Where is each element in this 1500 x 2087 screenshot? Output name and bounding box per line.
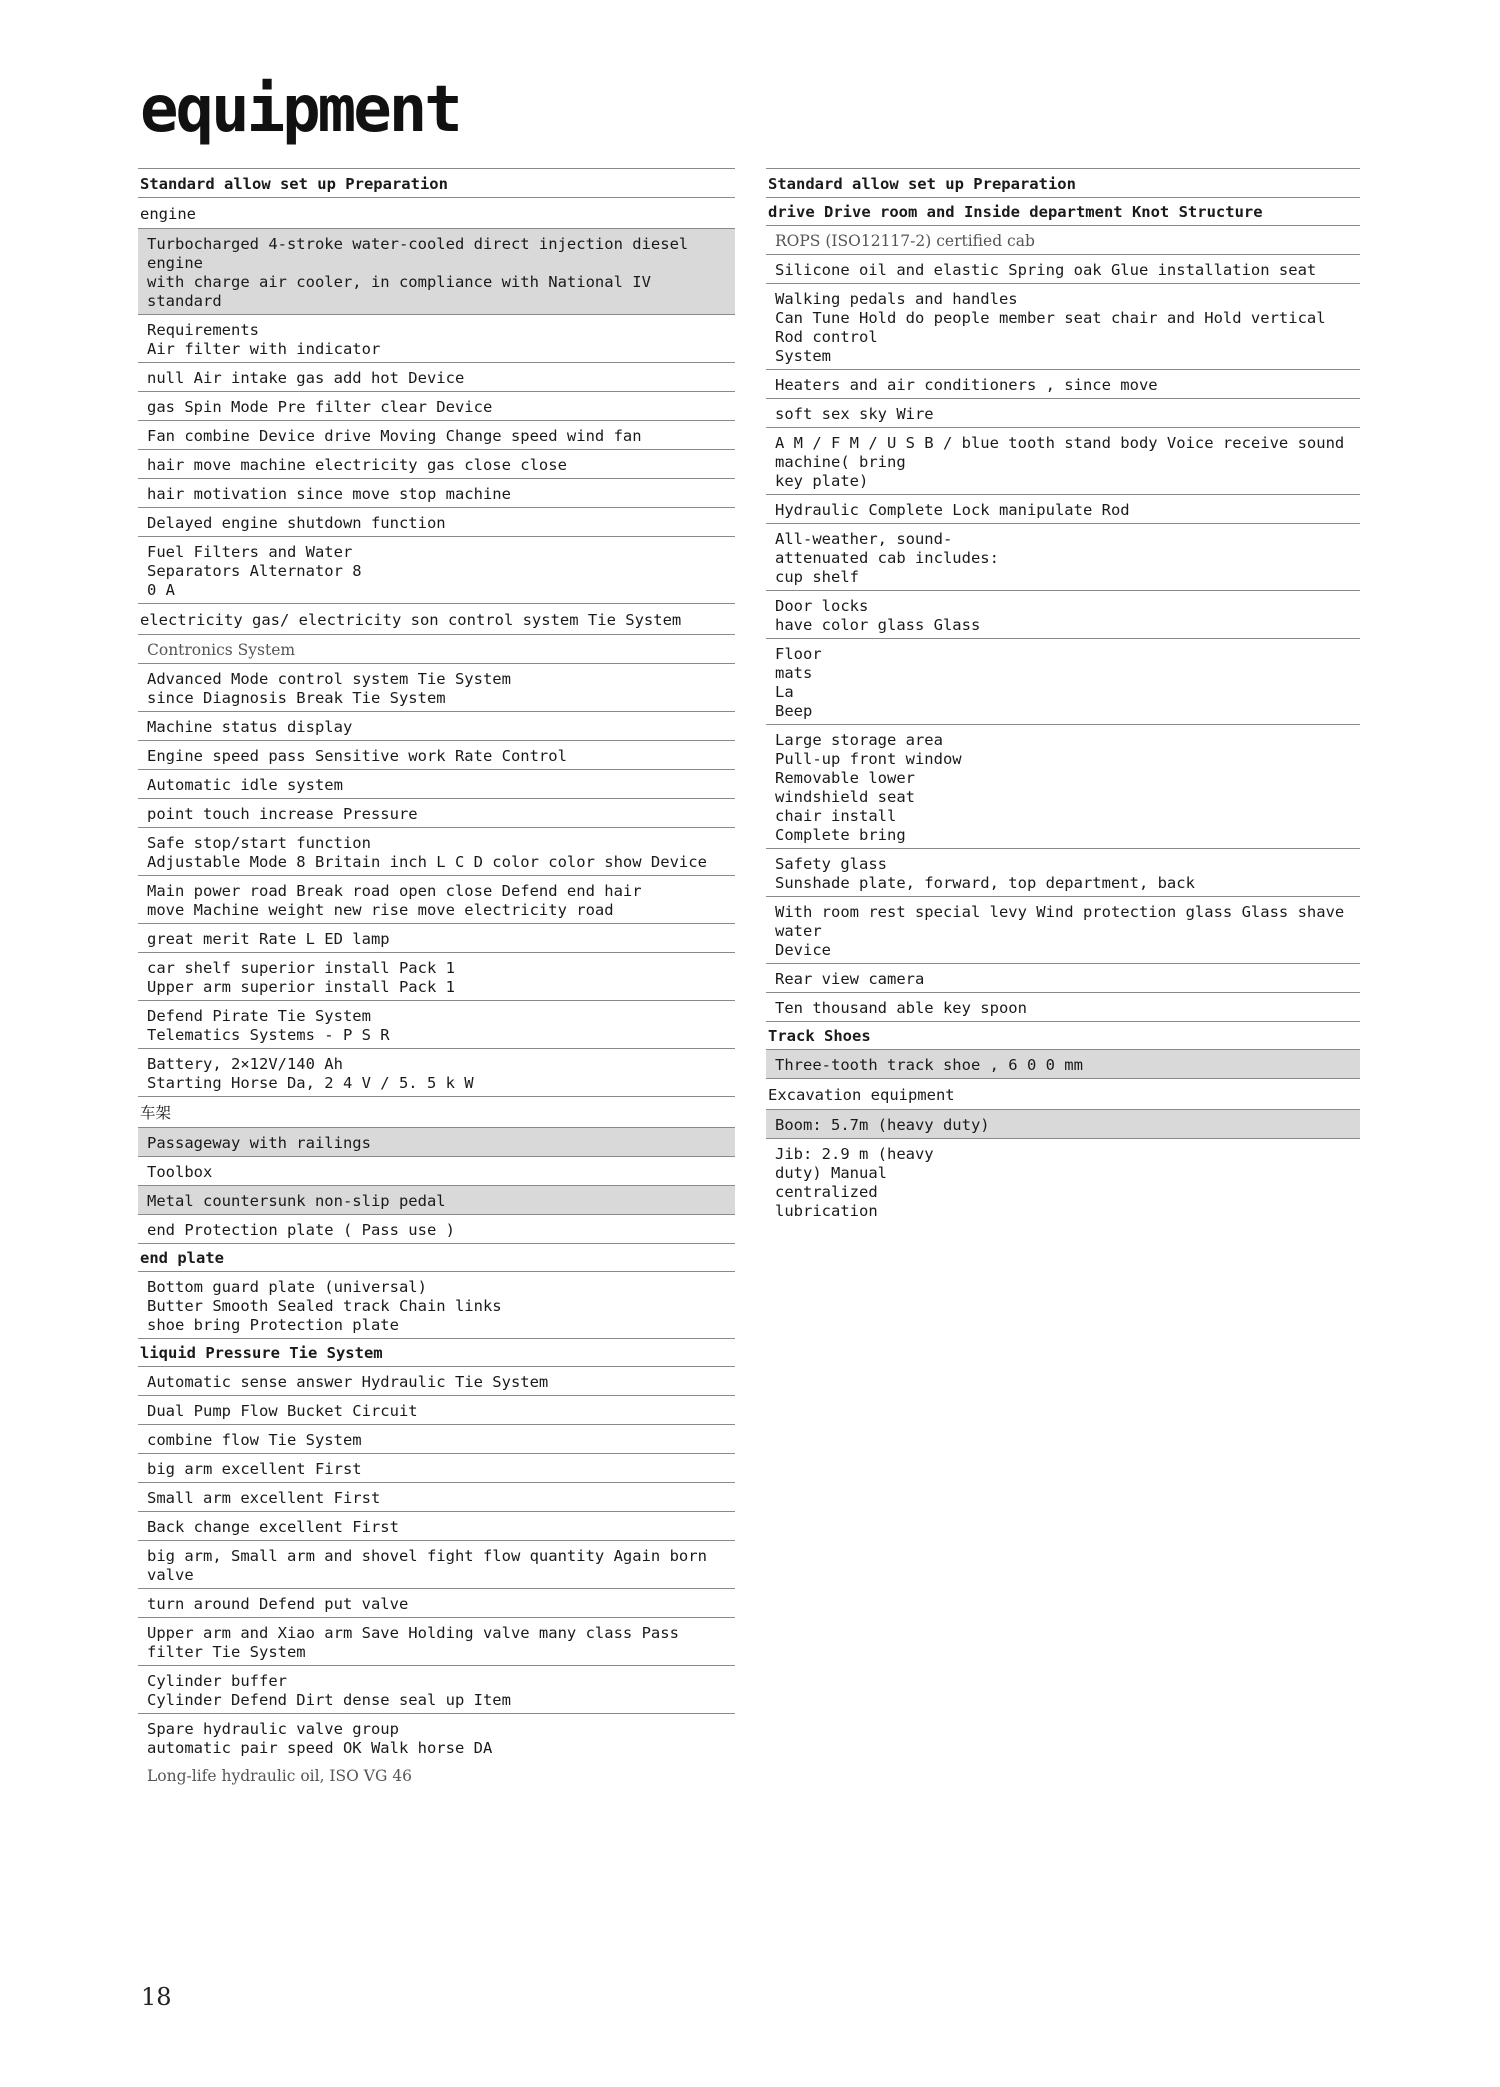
equipment-item-line: with charge air cooler, in compliance with National IV standard (147, 273, 651, 310)
equipment-item-line: null Air intake gas add hot Device (147, 369, 465, 387)
equipment-item (766, 964, 1360, 993)
equipment-item-line: With room rest special levy Wind protection glass Glass shave water (775, 903, 1345, 940)
equipment-item (138, 876, 735, 924)
equipment-item-line: car shelf superior install Pack 1 (147, 959, 455, 977)
section-heading: liquid Pressure Tie System (138, 1339, 735, 1367)
equipment-item-line: key plate) (775, 472, 869, 490)
equipment-item (138, 1454, 735, 1483)
equipment-item-line: Boom: 5.7m (heavy duty) (775, 1116, 990, 1134)
equipment-item-line: Removable lower (775, 769, 915, 787)
equipment-item (138, 1589, 735, 1618)
equipment-item (766, 725, 1360, 849)
equipment-item (138, 635, 735, 664)
equipment-item (138, 1396, 735, 1425)
equipment-item-line: chair install (775, 807, 897, 825)
equipment-item (766, 849, 1360, 897)
equipment-item-line: Separators Alternator 8 (147, 562, 362, 580)
equipment-item-line: Requirements (147, 321, 259, 339)
equipment-item-line: Metal countersunk non-slip pedal (147, 1192, 446, 1210)
equipment-item (766, 591, 1360, 639)
equipment-item (138, 1761, 735, 1789)
equipment-item-line: shoe bring Protection plate (147, 1316, 399, 1334)
equipment-item (138, 537, 735, 604)
equipment-item-line: Heaters and air conditioners , since move (775, 376, 1158, 394)
equipment-item (138, 953, 735, 1001)
equipment-item (138, 479, 735, 508)
equipment-item-line: Complete bring (775, 826, 906, 844)
equipment-item-line: Dual Pump Flow Bucket Circuit (147, 1402, 418, 1420)
equipment-item-line: Device (775, 941, 831, 959)
equipment-item-line: Passageway with railings (147, 1134, 371, 1152)
equipment-item-line: Bottom guard plate (universal) (147, 1278, 427, 1296)
equipment-item-line: centralized (775, 1183, 878, 1201)
equipment-item-line: Cylinder Defend Dirt dense seal up Item (147, 1691, 511, 1709)
equipment-item (138, 1541, 735, 1589)
equipment-item (138, 1001, 735, 1049)
equipment-item (138, 315, 735, 363)
equipment-item-line: Small arm excellent First (147, 1489, 381, 1507)
equipment-item-line: big arm excellent First (147, 1460, 362, 1478)
equipment-item (766, 370, 1360, 399)
equipment-item (138, 1512, 735, 1541)
equipment-item (138, 1425, 735, 1454)
equipment-item-line: Contronics System (147, 641, 296, 659)
section-heading: Standard allow set up Preparation (138, 168, 735, 198)
equipment-item-line: soft sex sky Wire (775, 405, 934, 423)
section-subheading: 车架 (138, 1097, 735, 1128)
equipment-item-line: Long-life hydraulic oil, ISO VG 46 (147, 1767, 413, 1785)
equipment-item-line: point touch increase Pressure (147, 805, 418, 823)
section-heading: end plate (138, 1244, 735, 1272)
equipment-item-line: turn around Defend put valve (147, 1595, 409, 1613)
equipment-item-line: Air filter with indicator (147, 340, 381, 358)
equipment-item-line: Back change excellent First (147, 1518, 399, 1536)
equipment-item-line: Silicone oil and elastic Spring oak Glue installation seat (775, 261, 1317, 279)
equipment-item (138, 1186, 735, 1215)
equipment-item-line: All-weather, sound- (775, 530, 953, 548)
equipment-item (138, 924, 735, 953)
equipment-item-line: hair motivation since move stop machine (147, 485, 511, 503)
equipment-item-line: Defend Pirate Tie System (147, 1007, 371, 1025)
equipment-item (766, 1050, 1360, 1079)
equipment-item-line: have color glass Glass (775, 616, 981, 634)
equipment-item-line: Starting Horse Da, 2 4 V / 5. 5 k W (147, 1074, 474, 1092)
equipment-item (138, 799, 735, 828)
equipment-item (138, 1618, 735, 1666)
equipment-item (138, 392, 735, 421)
equipment-item (138, 421, 735, 450)
equipment-item (766, 1139, 1360, 1224)
equipment-item (138, 508, 735, 537)
equipment-item-line: Large storage area (775, 731, 943, 749)
equipment-item-line: A M / F M / U S B / blue tooth stand body Voice receive sound machine( bring (775, 434, 1345, 471)
equipment-item-line: Engine speed pass Sensitive work Rate Control (147, 747, 567, 765)
equipment-item-line: Rear view camera (775, 970, 925, 988)
equipment-item (138, 1666, 735, 1714)
equipment-item-line: lubrication (775, 1202, 878, 1220)
equipment-item-line: Automatic idle system (147, 776, 343, 794)
equipment-item (766, 639, 1360, 725)
equipment-item-line: Main power road Break road open close Defend end hair (147, 882, 642, 900)
equipment-item-line: windshield seat (775, 788, 915, 806)
equipment-item (138, 1483, 735, 1512)
page-title: equipment (140, 73, 460, 147)
equipment-item (766, 255, 1360, 284)
equipment-item-line: Safe stop/start function (147, 834, 371, 852)
page-number: 18 (141, 1983, 172, 2011)
equipment-item-line: Fan combine Device drive Moving Change speed wind fan (147, 427, 642, 445)
equipment-item-line: Delayed engine shutdown function (147, 514, 446, 532)
equipment-item-line: Can Tune Hold do people member seat chair and Hold vertical Rod control (775, 309, 1326, 346)
equipment-item-line: Adjustable Mode 8 Britain inch L C D color color show Device (147, 853, 707, 871)
equipment-item-line: Pull-up front window (775, 750, 962, 768)
equipment-item (138, 1367, 735, 1396)
equipment-item-line: Automatic sense answer Hydraulic Tie System (147, 1373, 549, 1391)
equipment-item-line: Hydraulic Complete Lock manipulate Rod (775, 501, 1130, 519)
equipment-item (138, 664, 735, 712)
section-heading: Standard allow set up Preparation (766, 168, 1360, 198)
equipment-item-line: La (775, 683, 794, 701)
equipment-item (766, 284, 1360, 370)
equipment-item (766, 399, 1360, 428)
equipment-item-line: Jib: 2.9 m (heavy (775, 1145, 934, 1163)
equipment-item (138, 1128, 735, 1157)
equipment-item-line: System (775, 347, 831, 365)
equipment-item-line: Upper arm superior install Pack 1 (147, 978, 455, 996)
equipment-item (766, 226, 1360, 255)
equipment-item-line: Door locks (775, 597, 869, 615)
equipment-item-line: Turbocharged 4-stroke water-cooled direct injection diesel engine (147, 235, 689, 272)
right-equipment-column (766, 168, 1360, 1224)
equipment-item-line: Floor (775, 645, 822, 663)
equipment-item (138, 770, 735, 799)
equipment-item-line: Upper arm and Xiao arm Save Holding valve many class Pass (147, 1624, 679, 1642)
equipment-item (138, 450, 735, 479)
equipment-item-line: since Diagnosis Break Tie System (147, 689, 446, 707)
equipment-item-line: great merit Rate L ED lamp (147, 930, 390, 948)
equipment-item-line: Spare hydraulic valve group (147, 1720, 399, 1738)
equipment-item-line: Safety glass (775, 855, 887, 873)
equipment-item-line: Beep (775, 702, 813, 720)
equipment-item-line: Walking pedals and handles (775, 290, 1018, 308)
equipment-item-line: Cylinder buffer (147, 1672, 287, 1690)
equipment-item (766, 524, 1360, 591)
equipment-item (766, 897, 1360, 964)
equipment-item (138, 741, 735, 770)
equipment-item-line: 0 A (147, 581, 175, 599)
equipment-item (766, 1110, 1360, 1139)
equipment-item-line: Sunshade plate, forward, top department, back (775, 874, 1195, 892)
equipment-item-line: automatic pair speed OK Walk horse DA (147, 1739, 493, 1757)
equipment-item-line: Three-tooth track shoe , 6 0 0 mm (775, 1056, 1083, 1074)
equipment-item-line: mats (775, 664, 813, 682)
equipment-item-line: combine flow Tie System (147, 1431, 362, 1449)
equipment-item-line: Telematics Systems - P S R (147, 1026, 390, 1044)
equipment-item (138, 363, 735, 392)
section-subheading: engine (138, 198, 735, 229)
section-heading: drive Drive room and Inside department Knot Structure (766, 198, 1360, 226)
equipment-item (766, 495, 1360, 524)
equipment-item (138, 1272, 735, 1339)
equipment-item-line: move Machine weight new rise move electricity road (147, 901, 614, 919)
equipment-item-line: Battery, 2×12V/140 Ah (147, 1055, 343, 1073)
equipment-item-line: Ten thousand able key spoon (775, 999, 1027, 1017)
equipment-item-line: duty) Manual (775, 1164, 887, 1182)
equipment-item (138, 1049, 735, 1097)
equipment-item-line: gas Spin Mode Pre filter clear Device (147, 398, 493, 416)
section-heading: Track Shoes (766, 1022, 1360, 1050)
equipment-item-line: filter Tie System (147, 1643, 306, 1661)
equipment-item-line: Toolbox (147, 1163, 213, 1181)
equipment-item (766, 428, 1360, 495)
equipment-item-line: Machine status display (147, 718, 353, 736)
equipment-item-line: Butter Smooth Sealed track Chain links (147, 1297, 502, 1315)
equipment-item-line: ROPS (ISO12117-2) certified cab (775, 232, 1035, 250)
equipment-item-line: big arm, Small arm and shovel fight flow quantity Again born valve (147, 1547, 707, 1584)
equipment-item (138, 1714, 735, 1761)
equipment-item (138, 1215, 735, 1244)
left-equipment-column (138, 168, 735, 1789)
equipment-item-line: Advanced Mode control system Tie System (147, 670, 511, 688)
equipment-item (138, 712, 735, 741)
section-subheading: Excavation equipment (766, 1079, 1360, 1110)
equipment-item-line: hair move machine electricity gas close close (147, 456, 567, 474)
equipment-item-line: Fuel Filters and Water (147, 543, 353, 561)
equipment-item (138, 229, 735, 315)
equipment-item-line: cup shelf (775, 568, 859, 586)
equipment-item-line: attenuated cab includes: (775, 549, 999, 567)
equipment-item-line: end Protection plate ( Pass use ) (147, 1221, 455, 1239)
equipment-item (138, 1157, 735, 1186)
equipment-item (138, 828, 735, 876)
equipment-item (766, 993, 1360, 1022)
section-subheading: electricity gas/ electricity son control system Tie System (138, 604, 735, 635)
